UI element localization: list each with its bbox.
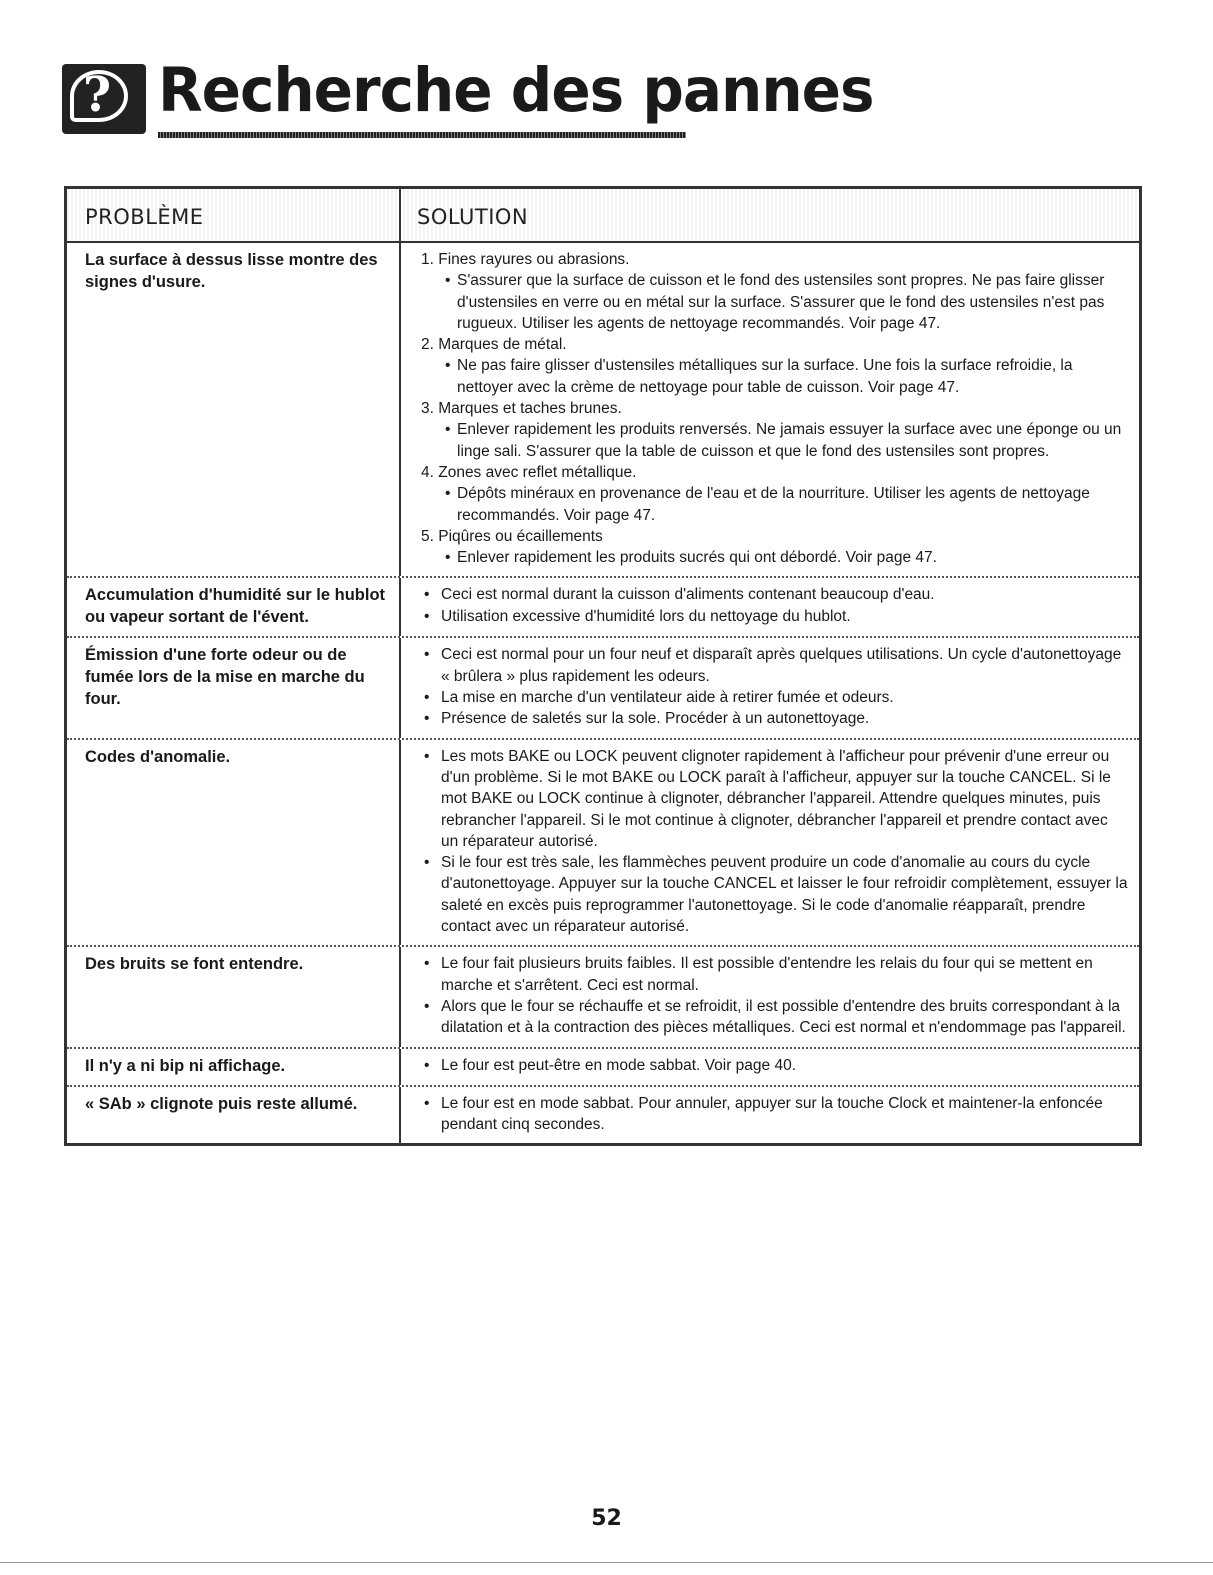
solution-item: • Ceci est normal durant la cuisson d'aliments contenant beaucoup d'eau. <box>421 584 1129 605</box>
solution-item: • Ceci est normal pour un four neuf et disparaît après quelques utilisations. Un cycle d'autonettoyage « brûlera » plus rapidement les odeurs. <box>421 644 1129 687</box>
page-title: Recherche des pannes <box>158 54 874 126</box>
solution-item: • Le four est peut-être en mode sabbat. Voir page 40. <box>421 1055 1129 1076</box>
solution-item: • Le four est en mode sabbat. Pour annuler, appuyer sur la touche Clock et maintener-la enfoncée pendant cinq secondes. <box>421 1093 1129 1136</box>
problem-cell: Accumulation d'humidité sur le hublot ou vapeur sortant de l'évent. <box>67 578 401 636</box>
solution-item: • Le four fait plusieurs bruits faibles. Il est possible d'entendre les relais du four qui se mettent en marche et s'arrêtent. Ceci est normal. <box>421 953 1129 996</box>
solution-item: • Ne pas faire glisser d'ustensiles métalliques sur la surface. Une fois la surface refroidie, la nettoyer avec la crème de nettoyage pour table de cuisson. Voir page 47. <box>421 355 1129 398</box>
solution-heading: 3. Marques et taches brunes. <box>421 400 622 418</box>
solution-heading: 2. Marques de métal. <box>421 336 567 354</box>
solution-item: • Alors que le four se réchauffe et se refroidit, il est possible d'entendre des bruits correspondant à la dilatation et à la contraction des pièces métalliques. Ceci est normal et n'endommage pas l'appareil. <box>421 996 1129 1039</box>
solution-item: • Utilisation excessive d'humidité lors du nettoyage du hublot. <box>421 606 1129 627</box>
solution-item: • Présence de saletés sur la sole. Procéder à un autonettoyage. <box>421 708 1129 729</box>
column-header-solution: SOLUTION <box>417 205 529 229</box>
solution-item: • Les mots BAKE ou LOCK peuvent clignoter rapidement à l'afficheur pour prévenir d'une erreur ou d'un problème. Si le mot BAKE ou LOCK paraît à l'afficheur, appuyer sur la touche CANCEL. Si le mot BAKE ou LOCK continue à clignoter, débrancher l'appareil. Attendre quelques minutes, puis rebrancher l'appareil. Si le mot continue à clignoter, débrancher l'appareil et prendre contact avec un réparateur autorisé. <box>421 746 1129 852</box>
column-header-problem: PROBLÈME <box>67 189 401 241</box>
table-body <box>67 243 1139 1143</box>
problem-cell: Il n'y a ni bip ni affichage. <box>67 1049 401 1085</box>
solution-item: • Dépôts minéraux en provenance de l'eau et de la nourriture. Utiliser les agents de nettoyage recommandés. Voir page 47. <box>421 483 1129 526</box>
solution-heading: 5. Piqûres ou écaillements <box>421 527 603 545</box>
problem-cell: La surface à dessus lisse montre des signes d'usure. <box>67 243 401 576</box>
bottom-rule <box>0 1562 1213 1563</box>
table-row <box>67 1087 1139 1144</box>
solution-heading: 4. Zones avec reflet métallique. <box>421 463 637 481</box>
table-row <box>67 740 1139 948</box>
title-underline <box>158 132 686 138</box>
problem-cell: Des bruits se font entendre. <box>67 947 401 1046</box>
table-row <box>67 578 1139 638</box>
table-row <box>67 638 1139 739</box>
table-row <box>67 1049 1139 1087</box>
problem-cell: Codes d'anomalie. <box>67 740 401 946</box>
solution-cell <box>401 1087 1139 1144</box>
troubleshooting-table <box>64 186 1142 1146</box>
solution-heading: 1. Fines rayures ou abrasions. <box>421 251 630 268</box>
solution-cell <box>401 740 1139 946</box>
solution-cell <box>401 578 1139 636</box>
solution-item: • La mise en marche d'un ventilateur aide à retirer fumée et odeurs. <box>421 687 1129 708</box>
solution-item: • Enlever rapidement les produits renversés. Ne jamais essuyer la surface avec une éponge ou un linge sali. S'assurer que la table de cuisson et que le fond des ustensiles sont propres. <box>421 419 1129 462</box>
solution-cell <box>401 1049 1139 1085</box>
page-header <box>62 54 874 142</box>
table-row <box>67 243 1139 578</box>
table-row <box>67 947 1139 1048</box>
problem-cell: Émission d'une forte odeur ou de fumée lors de la mise en marche du four. <box>67 638 401 737</box>
solution-item: • Enlever rapidement les produits sucrés qui ont débordé. Voir page 47. <box>421 547 1129 568</box>
problem-cell: « SAb » clignote puis reste allumé. <box>67 1087 401 1144</box>
question-bubble-icon: ? <box>62 64 146 134</box>
table-header <box>67 189 1139 243</box>
solution-cell <box>401 638 1139 737</box>
solution-item: • S'assurer que la surface de cuisson et le fond des ustensiles sont propres. Ne pas faire glisser d'ustensiles en verre ou en métal sur la surface. S'assurer que le fond des ustensiles n'est pas rugueux. Utiliser les agents de nettoyage recommandés. Voir page 47. <box>421 270 1129 334</box>
solution-item: • Si le four est très sale, les flammèches peuvent produire un code d'anomalie au cours du cycle d'autonettoyage. Appuyer sur la touche CANCEL et laisser le four refroidir complètement, essuyer la saleté en excès puis reprogrammer l'autonettoyage. Si le code d'anomalie réapparaît, prendre contact avec un réparateur autorisé. <box>421 852 1129 937</box>
page-number: 52 <box>591 1506 622 1531</box>
solution-cell <box>401 243 1139 576</box>
solution-cell <box>401 947 1139 1046</box>
